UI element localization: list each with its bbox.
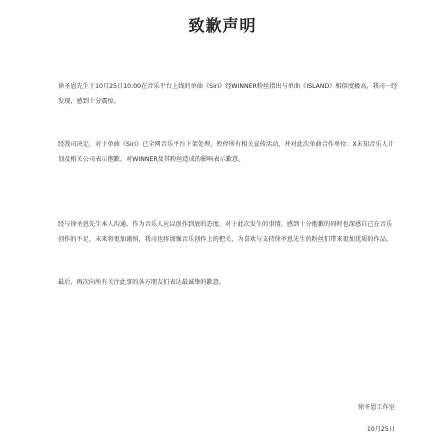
- signature-date: 10月25日: [366, 426, 395, 433]
- paragraph-4: 最后，再次向所有关注此事的各方朋友们表达最诚挚的歉意。: [58, 279, 226, 286]
- signature-name: 徐圣恩工作室: [357, 404, 395, 411]
- paragraph-2: 经我司决定，对于单曲《Siri》已全网音乐平台下架处理，暂停所有相关宣传活动，并对此次单曲合作单位：X未知音乐人计划及相关公司表示抱歉，对WINNER及其粉丝造成的影响表示歉意。: [58, 141, 394, 163]
- document-title: 致歉声明: [188, 16, 257, 35]
- paragraph-1: 徐圣恩先生于10月25日10:00在音乐平台上线的单曲《Siri》经WINNER粉丝指出与单曲《ISLAND》相似度极高，我司一经发现，感到十分震惊。: [58, 83, 398, 105]
- paragraph-3: 经与徐圣恩先生本人沟通，作为音乐人应以创作到底的态度，对于此次发生的事情，感到十分抱歉的同时也深感自己在音乐创作的不足，未来将更加谨慎，我司也将加强音乐创作上的把关，为喜欢与支持徐圣恩先生的粉丝们带来更加优质的作品。: [58, 221, 393, 243]
